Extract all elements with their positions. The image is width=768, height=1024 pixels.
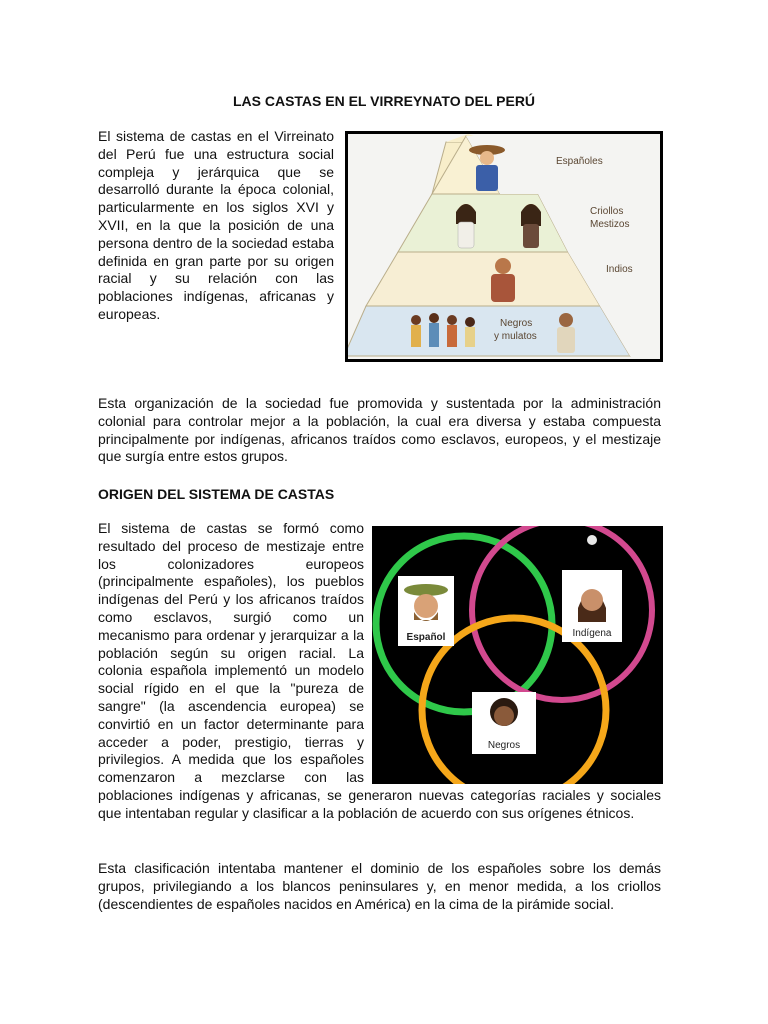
- mestizo-figure-icon: [521, 204, 541, 248]
- intro-paragraph: El sistema de castas en el Virreinato del Perú fue una estructura social compleja y jerárquica que se desarrolló durante la época colonial, particularmente en los siglos XVI y XVII, en la que la posición de una persona dentro de la sociedad estaba definida en gran parte por su origen racial y su relación con las poblaciones indígenas, africanas y europeas.: [98, 128, 334, 322]
- mulato-figure-icon: [557, 313, 575, 353]
- section-heading-origen: ORIGEN DEL SISTEMA DE CASTAS: [98, 486, 335, 502]
- origin-paragraph: [98, 520, 661, 823]
- origin-paragraph-text: El sistema de castas se formó como resultado del proceso de mestizaje entre los colonizadores europeos (principalmente españoles), los pueblos indígenas del Perú y los africanos traídos como esclavos, surgió como un mecanismo para ordenar y jerarquizar a la población según su origen racial. La colonia española implementó un modelo social rígido en el que la "pureza de sangre" (la ascendencia europea) se convirtió en un factor determinante para acceder a poder, prestigio, tierras y privilegios. A medida que los españoles comenzaron a mezclarse con las poblaciones indígenas y africanas, se generaron nuevas categorías raciales y sociales que intentaban regular y clasificar a la población de acuerdo con sus orígenes étnicos.: [98, 520, 661, 821]
- venn-label-espanol: Español: [406, 632, 446, 643]
- criollo-figure-icon: [456, 204, 476, 248]
- pyramid-label-negros: Negros: [500, 318, 533, 329]
- organization-paragraph: Esta organización de la sociedad fue promovida y sustentada por la administración colonial para controlar mejor a la población, la cual era diversa y estaba compuesta principalmente por indígenas, africanos traídos como esclavos, europeos, y el mestizaje que surgía entre estos grupos.: [98, 395, 661, 465]
- pyramid-label-mestizos: Mestizos: [590, 219, 630, 230]
- document-title: LAS CASTAS EN EL VIRREYNATO DEL PERÚ: [232, 93, 536, 109]
- image-float-spacer: [370, 520, 661, 778]
- pyramid-tier-3: [366, 252, 600, 306]
- venn-label-indigena: Indígena: [572, 628, 612, 639]
- pyramid-label-espanoles: Españoles: [556, 156, 603, 167]
- classification-paragraph: Esta clasificación intentaba mantener el dominio de los españoles sobre los demás grupos, privilegiando a los blancos peninsulares y, en menor medida, a los criollos (descendientes de españoles nacidos en América) en la cima de la pirámide social.: [98, 860, 661, 912]
- pyramid-tier-4: [348, 306, 630, 356]
- venn-label-negros: Negros: [487, 740, 521, 751]
- caste-pyramid-image: [345, 131, 663, 362]
- pyramid-label-indios: Indios: [606, 264, 633, 275]
- pyramid-label-mulatos: y mulatos: [494, 331, 537, 342]
- pyramid-label-criollos: Criollos: [590, 206, 624, 217]
